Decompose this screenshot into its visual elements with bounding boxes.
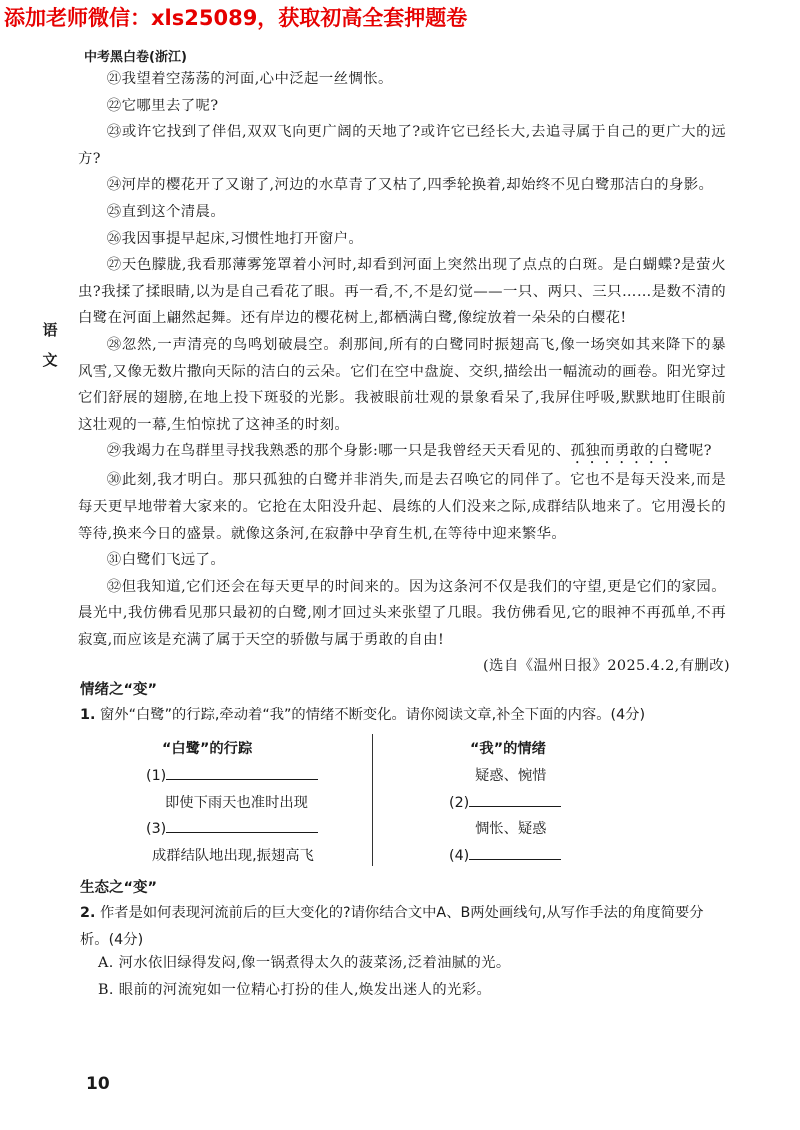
table-cell-right <box>449 792 561 811</box>
question-text: 作者是如何表现河流前后的巨大变化的?请你结合文中A、B两处画线句,从写作手法的角度简要分析。(4分) <box>80 905 704 948</box>
side-label-char: 文 <box>42 351 58 369</box>
source-citation: (选自《温州日报》2025.4.2,有删改) <box>483 658 730 674</box>
paragraph-27: ㉗天色朦胧,我看那薄雾笼罩着小河时,却看到河面上突然出现了点点的白斑。是白蝴蝶?是萤火虫?我揉了揉眼睛,以为是自己看花了眼。再一看,不,不是幻觉——一只、两只、三只……是数不清的白鹭在河面上翩然起舞。还有岸边的樱花树上,都栖满白鹭,像绽放着一朵朵的白樱花! <box>78 257 726 327</box>
reading-passage <box>78 66 726 653</box>
table-header-right: “我”的情绪 <box>470 741 546 757</box>
paragraph-29-text: ㉙我竭力在鸟群里寻找我熟悉的那个身影:哪一只是我曾经天天看见的 <box>106 443 556 460</box>
table-cell-left <box>146 818 318 837</box>
paragraph-24: ㉔河岸的樱花开了又谢了,河边的水草青了又枯了,四季轮换着,却始终不见白鹭那洁白的身影。 <box>106 177 714 194</box>
paragraph-31: ㉛白鹭们飞远了。 <box>106 552 226 569</box>
option-a: A. 河水依旧绿得发闷,像一锅煮得太久的菠菜汤,泛着油腻的光。 <box>98 955 511 971</box>
answer-blank[interactable] <box>469 845 561 860</box>
paragraph-29-end: 鹭呢? <box>674 443 712 460</box>
side-label-char: 语 <box>42 321 58 339</box>
blank-label: (3) <box>146 821 167 837</box>
table-cell-right: 惆怅、疑惑 <box>475 821 547 837</box>
paragraph-26: ㉖我因事提早起床,习惯性地打开窗户。 <box>106 230 364 247</box>
paragraph-30: ㉚此刻,我才明白。那只孤独的白鹭并非消失,而是去召唤它的同伴了。它也不是每天没来,而是每天更早地带着大家来的。它抢在太阳没升起、晨练的人们没来之际,成群结队地来了。它用漫长的等待,换来今日的盛景。就像这条河,在寂静中孕育生机,在等待中迎来繁华。 <box>78 472 726 542</box>
promo-banner: 添加老师微信：xls25089，获取初高全套押题卷 <box>4 6 468 30</box>
paragraph-22: ㉒它哪里去了呢? <box>106 97 219 114</box>
option-b: B. 眼前的河流宛如一位精心打扮的佳人,焕发出迷人的光彩。 <box>98 982 492 998</box>
paragraph-28: ㉘忽然,一声清亮的鸟鸣划破晨空。刹那间,所有的白鹭同时振翅高飞,像一场突如其来降下的暴风雪,又像无数片撒向天际的洁白的云朵。它们在空中盘旋、交织,描绘出一幅流动的画卷。阳光穿过它们舒展的翅膀,在地上投下斑驳的光影。我被眼前壮观的景象看呆了,我屏住呼吸,默默地盯住眼前这壮观的一幕,生怕惊扰了这神圣的时刻。 <box>78 336 726 433</box>
series-title: 中考黑白卷(浙江) <box>84 50 187 65</box>
table-cell-right <box>449 845 561 864</box>
question-text: 窗外“白鹭”的行踪,牵动着“我”的情绪不断变化。请你阅读文章,补全下面的内容。(4分) <box>100 707 646 723</box>
table-cell-right: 疑惑、惋惜 <box>475 768 547 784</box>
question-2 <box>80 900 730 954</box>
emphasized-phrase: 、孤独而勇敢的白 <box>555 443 675 460</box>
table-divider <box>372 734 373 866</box>
paragraph-25: ㉕直到这个清晨。 <box>106 203 226 220</box>
table-cell-left: 即使下雨天也准时出现 <box>165 795 308 811</box>
page-number: 10 <box>86 1074 110 1094</box>
blank-label: (1) <box>146 768 167 784</box>
paragraph-29 <box>78 438 726 467</box>
paragraph-32: ㉜但我知道,它们还会在每天更早的时间来的。因为这条河不仅是我们的守望,更是它们的家园。晨光中,我仿佛看见那只最初的白鹭,刚才回过头来张望了几眼。我仿佛看见,它的眼神不再孤单,不再寂寞,而应该是充满了属于天空的骄傲与属于勇敢的自由! <box>78 578 726 648</box>
question-number: 1. <box>80 707 96 723</box>
blank-label: (4) <box>449 848 470 864</box>
section-heading-emotion: 情绪之“变” <box>80 682 158 698</box>
table-header-left: “白鹭”的行踪 <box>162 741 253 757</box>
paragraph-23: ㉓或许它找到了伴侣,双双飞向更广阔的天地了?或许它已经长大,去追寻属于自己的更广大的远方? <box>78 124 726 167</box>
blank-label: (2) <box>449 795 470 811</box>
side-subject-label <box>40 315 60 375</box>
table-cell-left <box>146 765 318 784</box>
question-number: 2. <box>80 905 96 921</box>
answer-blank[interactable] <box>166 818 318 833</box>
section-heading-ecology: 生态之“变” <box>80 880 158 896</box>
table-cell-left: 成群结队地出现,振翅高飞 <box>152 848 314 864</box>
answer-blank[interactable] <box>469 792 561 807</box>
answer-blank[interactable] <box>166 765 318 780</box>
paragraph-21: ㉑我望着空荡荡的河面,心中泛起一丝惆怅。 <box>106 71 393 87</box>
question-1 <box>80 702 730 729</box>
